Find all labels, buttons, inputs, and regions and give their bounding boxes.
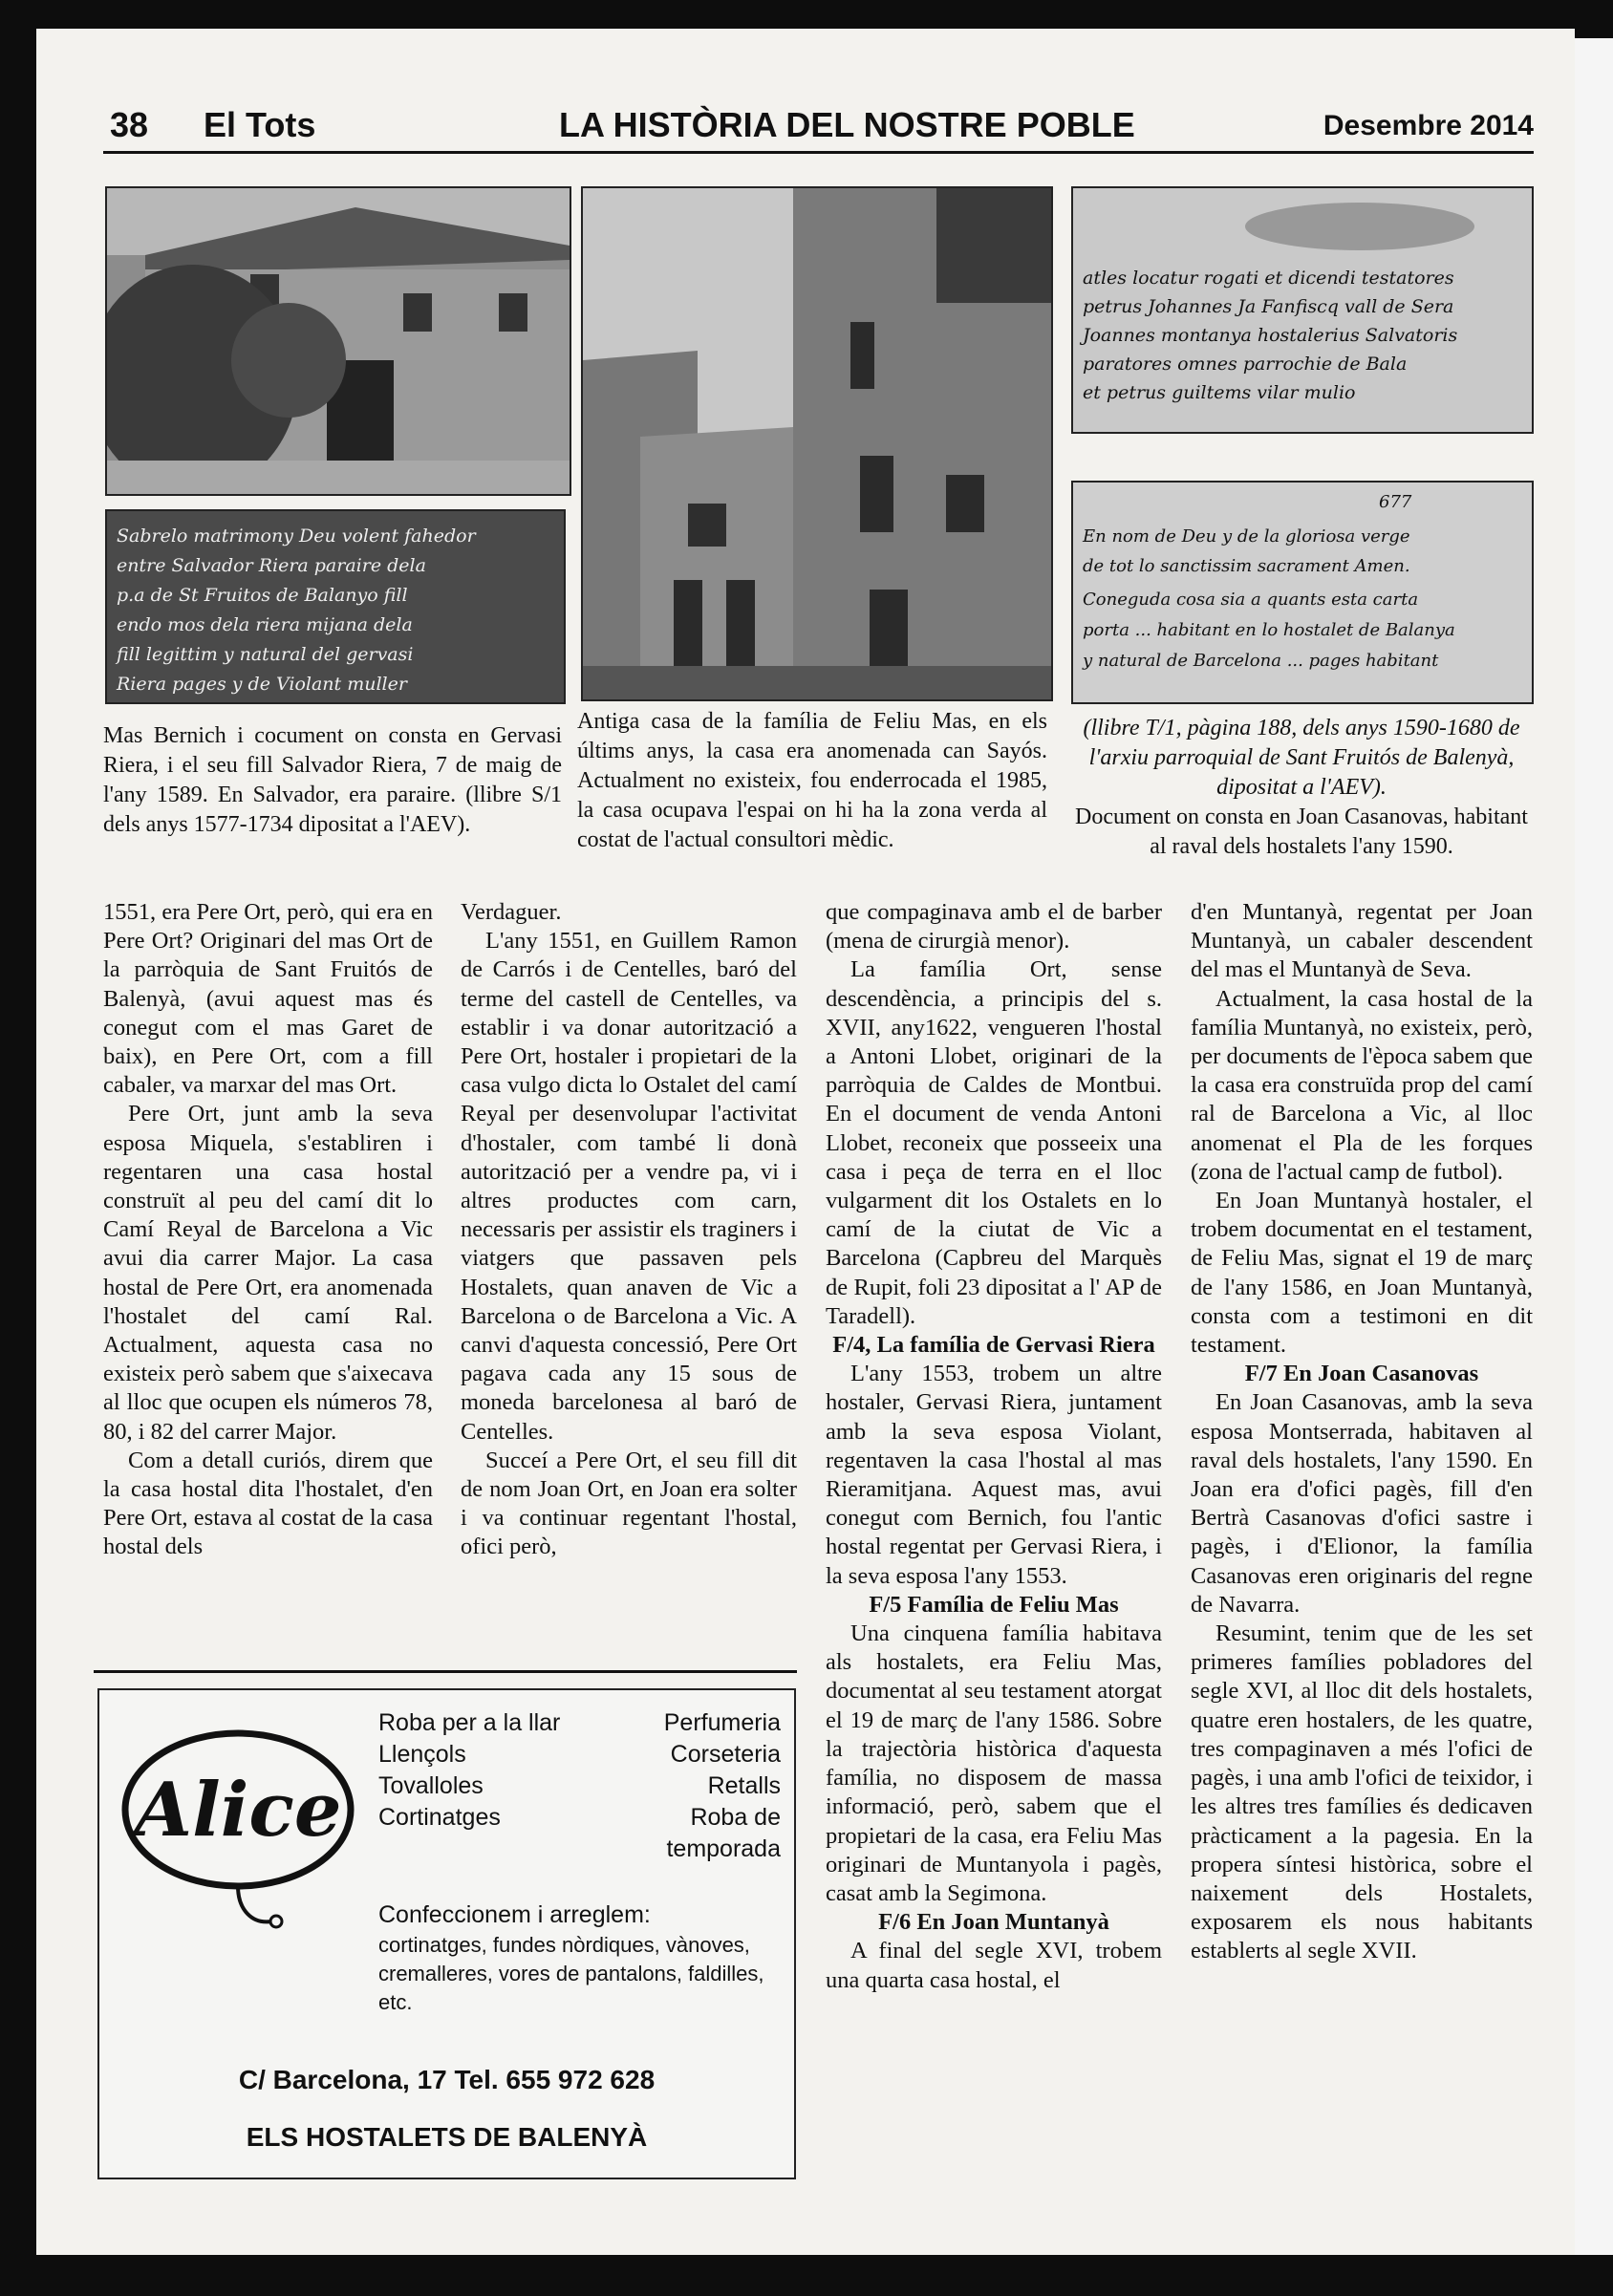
manuscript-riera-line: p.a de St Fruitos de Balanyo fill [117,585,408,606]
article-paragraph: Pere Ort, junt amb la seva esposa Miquela, s'establiren i regentaren una casa hostal construït al peu del camí dit lo Camí Reyal de Barcelona a Vic avui dia carrer Major. La casa hostal de Pere Ort, era anomenada l'hostalet del camí Ral. Actualment, aquesta casa no existeix però sabem que s'aixecava al lloc que ocupen els números 78, 80, i 82 del carrer Major. [103,1101,433,1445]
ad-product: Corseteria [670,1741,781,1768]
article-column-3 [826,898,1162,1995]
article-column-2 [461,898,797,1562]
caption-antiga-casa: Antiga casa de la família de Feliu Mas, en els últims anys, la casa era anomenada can Sayós. Actualment no existeix, fou enderrocada el 1985, la casa ocupava l'espai on hi ha la zona verda al costat de l'actual consultori mèdic. [577,709,1047,852]
manuscript-muntanya-line: de tot lo sanctissim sacrament Amen. [1083,556,1410,576]
manuscript-muntanya-line: y natural de Barcelona ... pages habitant [1083,651,1439,671]
manuscript-riera-line: fill legittim y natural del gervasi [117,644,414,665]
manuscript-casanovas-line: atles locatur rogati et dicendi testatores [1083,268,1454,289]
issue-date: Desembre 2014 [1323,110,1534,141]
manuscript-casanovas-top [1071,186,1534,434]
ad-product: Tovalloles [378,1772,484,1799]
photo-mas-bernich [105,186,571,496]
article-paragraph: A final del segle XVI, trobem una quarta casa hostal, el [826,1938,1162,1993]
ad-town: ELS HOSTALETS DE BALENYÀ [246,2122,648,2152]
caption-llibre-t1: (llibre T/1, pàgina 188, dels anys 1590-1680 de l'arxiu parroquial de Sant Fruitós de Balenyà, dipositat a l'AEV). [1083,716,1520,800]
manuscript-casanovas-line: Joannes montanya hostalerius Salvatoris [1083,325,1458,346]
article-paragraph: L'any 1551, en Guillem Ramon de Carrós i de Centelles, baró del terme del castell de Centelles, va establir i va donar autorització a Pere Ort, hostaler i propietari de la casa vulgo dicta lo Ostalet del camí Reyal per desenvolupar l'activitat d'hostaler, com també li donà autorització per a vendre pa, vi i altres productes com carn, necessaris per assistir els traginers i viatgers que passaven pels Hostalets, quan anaven de Vic a Barcelona o de Barcelona a Vic. A canvi d'aquesta concessió, Pere Ort pagava cada any 15 sous de moneda barcelonesa al baró de Centelles. [461,928,797,1445]
publication-name: El Tots [204,105,316,144]
article-paragraph: Actualment, la casa hostal de la família Muntanyà, no existeix, però, per documents de l'època sabem que la casa era construïda prop del camí ral de Barcelona a Vic, al lloc anomenat el Pla de les forques (zona de l'actual camp de futbol). [1191,985,1533,1185]
manuscript-casanovas-line: petrus Johannes Ja Fanfiscq vall de Sera [1083,296,1454,317]
ad-product: temporada [666,1835,781,1862]
manuscript-riera [105,509,566,704]
article-paragraph: Una cinquena família habitava als hostalets, era Feliu Mas, documentat al seu testament atorgat el 19 de març de l'any 1586. Sobre la trajectòria històrica d'aquesta família, no disposem de massa informació, però, sabem que el propietari de la casa, era Feliu Mas originari de Muntanyola i pagès, casat amb la Segimona. [826,1620,1162,1906]
manuscript-casanovas-line: et petrus guiltems vilar mulio [1083,382,1356,403]
article-subheading: F/6 En Joan Muntanyà [878,1909,1109,1936]
manuscript-muntanya [1071,481,1534,704]
ad-product: Llençols [378,1741,466,1768]
manuscript-muntanya-line: porta ... habitant en lo hostalet de Balanya [1083,620,1455,640]
alice-logo-text: Alice [134,1767,342,1854]
photo-casa-feliu-mas [581,186,1053,701]
article-paragraph: d'en Muntanyà, regentat per Joan Muntanyà, un cabaler descendent del mas el Muntanyà de Seva. [1191,899,1533,983]
article-column-1 [103,898,433,1562]
alice-logo [118,1719,362,1939]
manuscript-riera-line: entre Salvador Riera paraire dela [117,555,426,576]
manuscript-riera-line: Riera pages y de Violant muller [117,674,407,695]
ad-product: Roba per a la llar [378,1709,561,1736]
article-paragraph: 1551, era Pere Ort, però, qui era en Pere Ort? Originari del mas Ort de la parròquia de Sant Fruitós de Balenyà, (avui aquest mas és conegut com el mas Garet de baix), en Pere Ort, com a fill cabaler, va marxar del mas Ort. [103,899,433,1099]
article-paragraph: L'any 1553, trobem un altre hostaler, Gervasi Riera, juntament amb la seva esposa Violant, regentaven la casa l'hostal al mas Rieramitjana. Aquest mas, avui conegut com Bernich, fou l'antic hostal regentat per Gervasi Riera, i la seva esposa l'any 1553. [826,1361,1162,1589]
advertisement-alice [97,1688,796,2179]
ad-services-detail: cortinatges, fundes nòrdiques, vànoves, cremalleres, vores de pantalons, faldilles, etc. [378,1933,764,2014]
manuscript-riera-line: endo mos dela riera mijana dela [117,614,413,635]
article-paragraph: Com a detall curiós, direm que la casa hostal dita l'hostalet, d'en Pere Ort, estava al costat de la casa hostal dels [103,1447,433,1560]
article-paragraph: La família Ort, sense descendència, a principis del s. XVII, any1622, vengueren l'hostal a Antoni Llobet, originari de la parròquia de Caldes de Montbui. En el document de venda Antoni Llobet, reconeix que posseeix una casa i peça de terra en el lloc vulgarment dit los Ostalets en lo camí de la ciutat de Vic a Barcelona (Capbreu del Marquès de Rupit, foli 23 dipositat a l' AP de Taradell). [826,956,1162,1329]
page-number: 38 [110,105,149,144]
manuscript-muntanya-line: Coneguda cosa sia a quants esta carta [1083,590,1419,610]
article-paragraph: que compaginava amb el de barber (mena de cirurgià menor). [826,899,1162,955]
article-paragraph: En Joan Casanovas, amb la seva esposa Montserrada, habitaven al raval dels hostalets, l'any 1590. En Joan era d'ofici pagès, fill d'en Bertrà Casanovas d'ofici sastre i pagès, i d'Elionor, la família Casanovas eren originaris del regne de Navarra. [1191,1389,1533,1618]
article-paragraph: En Joan Muntanyà hostaler, el trobem documentat en el testament, de Feliu Mas, signat el 19 de març de l'any 1586, en Joan Muntanyà, consta com a testimoni en dit testament. [1191,1188,1533,1359]
article-paragraph: Resumint, tenim que de les set primeres famílies pobladores del segle XVI, al lloc dit dels hostalets, quatre eren hostalers, de les quatre, tres compaginaven a més l'ofici de pagès, i una amb l'ofici de teixidor, i les altres tres famílies és dedicaven pràcticament a la pagesia. En la propera síntesi històrica, sobre el naixement dels Hostalets, exposarem els nous habitants establerts al segle XVII. [1191,1620,1533,1964]
ad-product: Retalls [707,1772,781,1799]
manuscript-casanovas-line: paratores omnes parrochie de Bala [1083,354,1408,375]
caption-document-casanovas [1072,714,1531,862]
section-title: LA HISTÒRIA DEL NOSTRE POBLE [559,105,1135,144]
article-subheading: F/7 En Joan Casanovas [1244,1361,1479,1387]
caption-document-text: Document on consta en Joan Casanovas, habitant al raval dels hostalets l'any 1590. [1075,805,1528,859]
next-page-edge [1575,38,1613,2255]
ad-product: Roba de [690,1804,781,1831]
caption-mas-bernich: Mas Bernich i cocument on consta en Gervasi Riera, i el seu fill Salvador Riera, 7 de maig de l'any 1589. En Salvador, era paraire. (llibre S/1 dels anys 1577-1734 dipositat a l'AEV). [103,723,562,837]
article-column-4 [1191,898,1533,1966]
article-paragraph: Verdaguer. [461,899,562,925]
article-paragraph: Succeí a Pere Ort, el seu fill dit de nom Joan Ort, en Joan era solter i va continuar regentant l'hostal, ofici però, [461,1447,797,1560]
manuscript-folio-number: 677 [1379,492,1412,512]
article-subheading: F/4, La família de Gervasi Riera [832,1332,1155,1359]
ad-address: C/ Barcelona, 17 Tel. 655 972 628 [238,2065,656,2094]
page-header [105,105,1534,147]
ad-services-title: Confeccionem i arreglem: [378,1901,651,1928]
manuscript-riera-line: Sabrelo matrimony Deu volent fahedor [117,526,476,547]
ad-products-left [378,1707,560,1834]
article-subheading: F/5 Família de Feliu Mas [869,1591,1119,1618]
ad-top-rule [94,1670,797,1673]
header-rule [103,151,1534,154]
ad-product: Perfumeria [663,1709,781,1736]
ad-product: Cortinatges [378,1804,501,1831]
ad-products-right [664,1707,781,1865]
manuscript-muntanya-line: En nom de Deu y de la gloriosa verge [1083,526,1410,547]
